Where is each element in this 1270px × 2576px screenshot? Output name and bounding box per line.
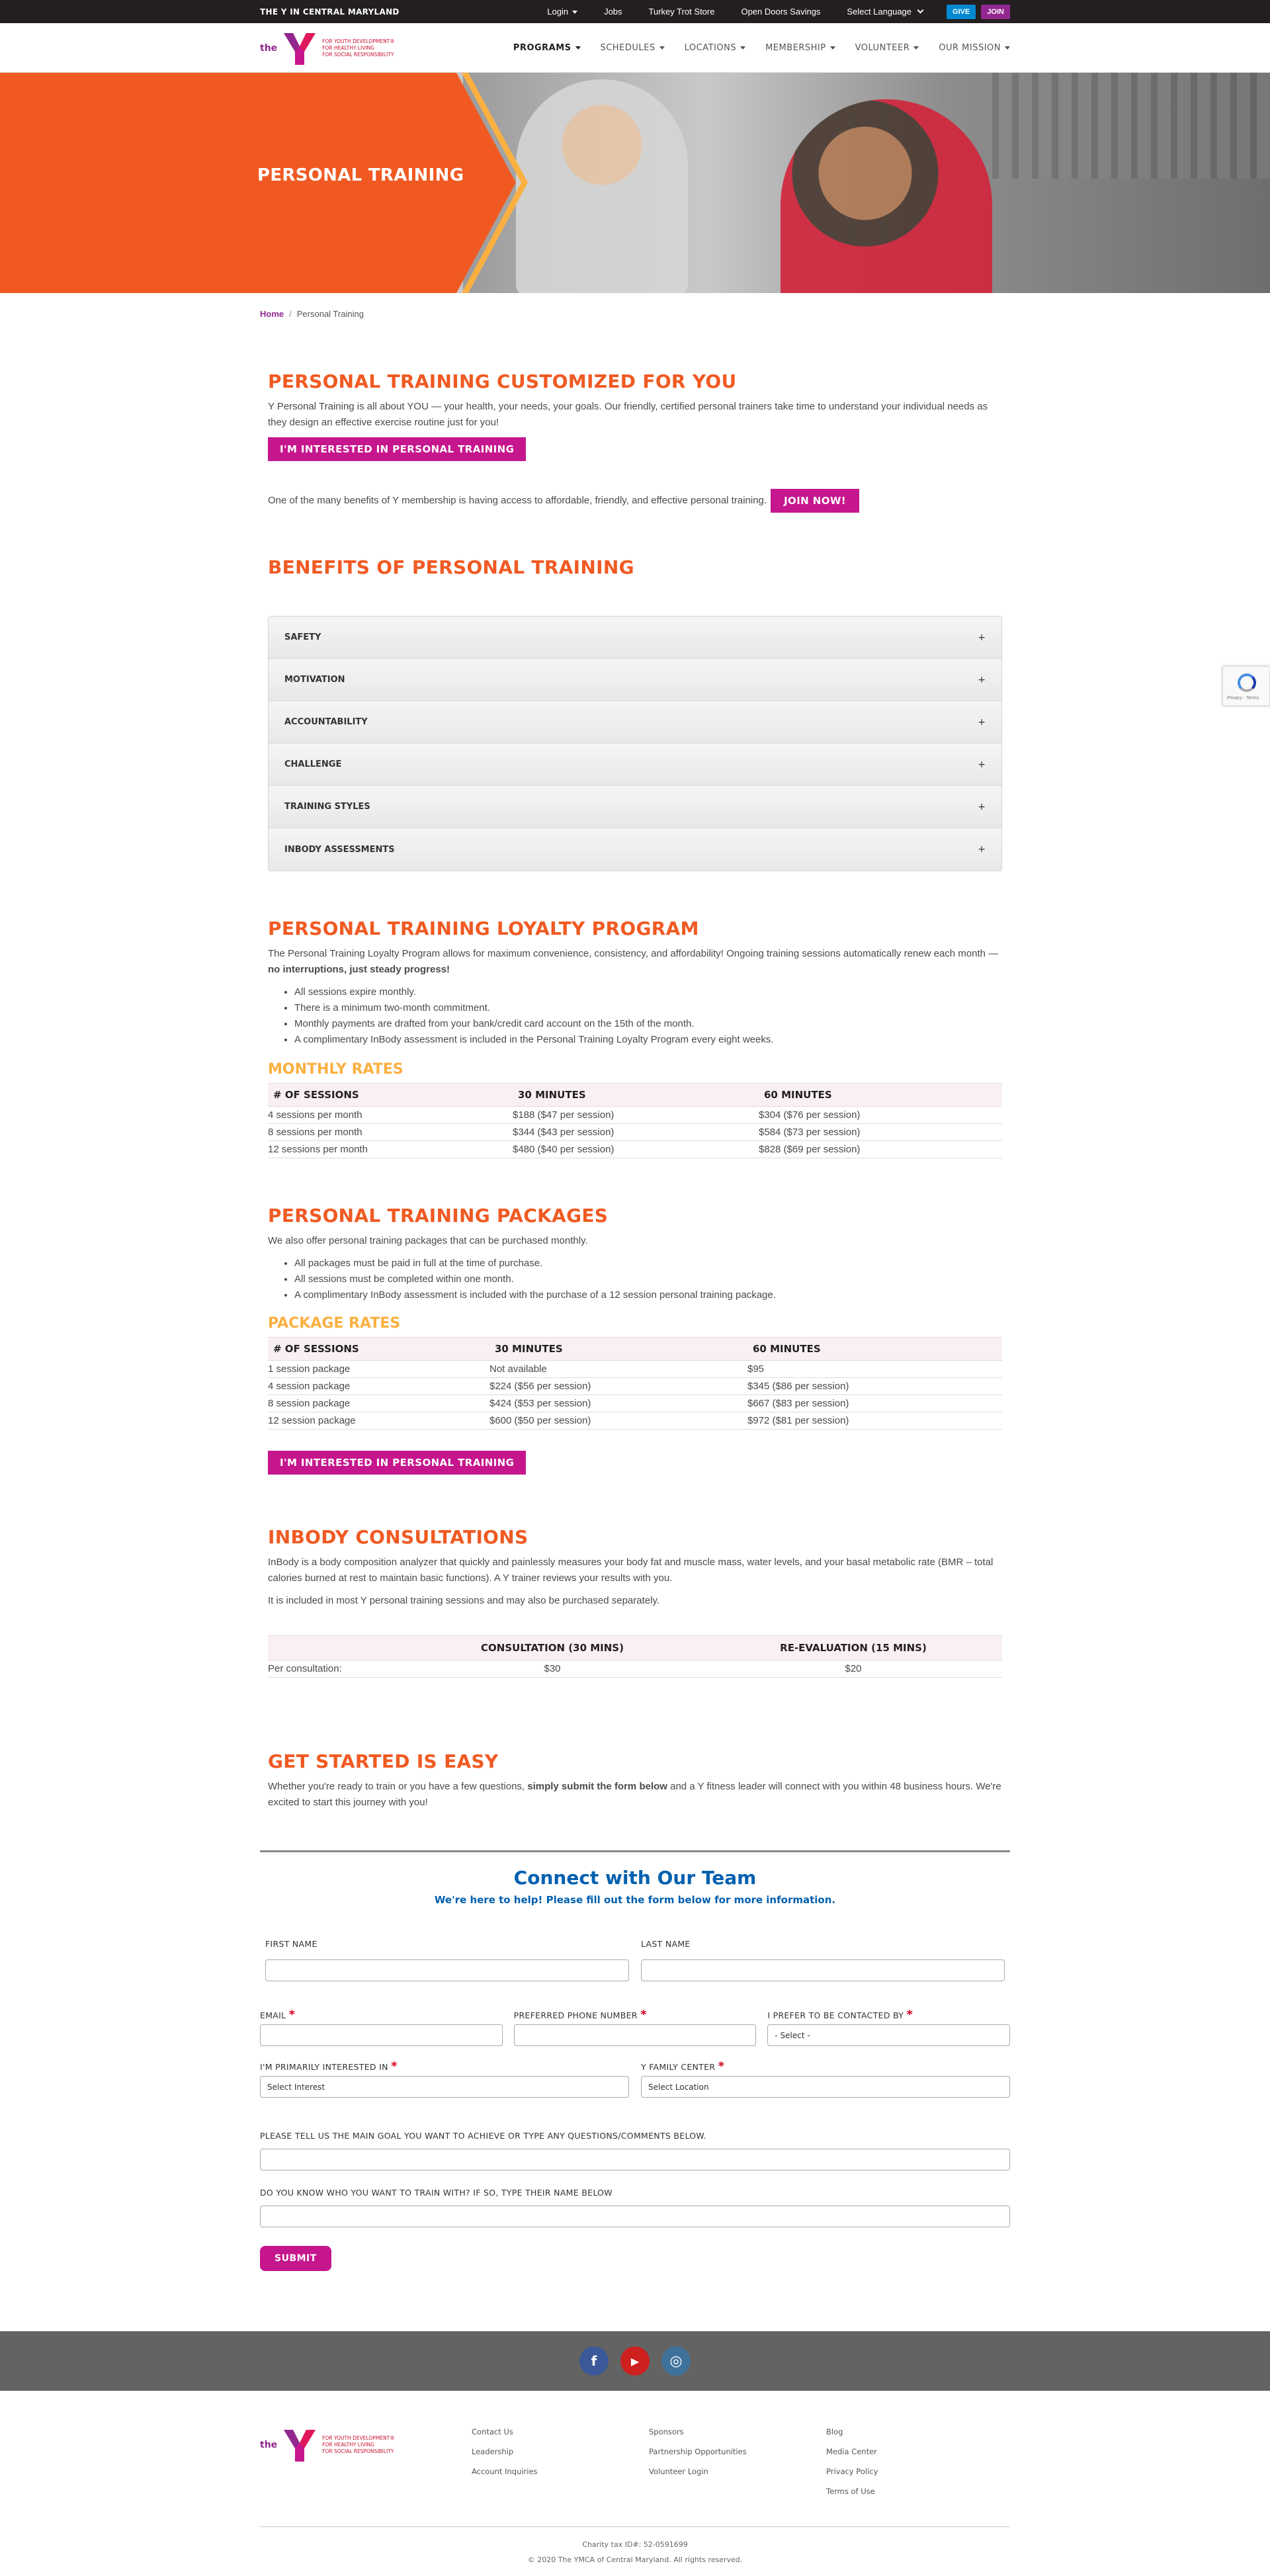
last-name-field[interactable] [641,1959,1005,1981]
breadcrumb: Home / Personal Training [260,309,364,319]
loyalty-text: The Personal Training Loyalty Program allows for maximum convenience, consistency, and affordability! Ongoing training sessions automatically renew each month — no interruptions, just steady progress! [268,948,999,975]
table-row: 4 sessions per month $188 ($47 per session) $304 ($76 per session) [268,1107,1002,1124]
accordion-motivation[interactable]: MOTIVATION + [269,659,1001,701]
org-name: THE Y IN CENTRAL MARYLAND [260,7,400,17]
goal-label: PLEASE TELL US THE MAIN GOAL YOU WANT TO ACHIEVE OR TYPE ANY QUESTIONS/COMMENTS BELOW. [260,2131,706,2141]
inbody-text-2: It is included in most Y personal training sessions and may also be purchased separately. [268,1595,660,1606]
package-rates-table [268,1337,1002,1430]
utility-links [547,5,1010,19]
inbody-table [268,1635,1002,1678]
contact-by-select[interactable]: - Select - [767,2024,1010,2046]
intro-title: PERSONAL TRAINING CUSTOMIZED FOR YOU [268,370,737,392]
table-row: 1 session package Not available $95 [268,1361,1002,1378]
packages-title: PERSONAL TRAINING PACKAGES [268,1205,609,1226]
package-rates-title: PACKAGE RATES [268,1315,401,1332]
footer-col-2 [649,2427,826,2487]
interested-button[interactable]: I'M INTERESTED IN PERSONAL TRAINING [268,437,526,461]
benefits-accordion [268,616,1002,871]
column-header: CONSULTATION (30 MINS) [400,1636,704,1660]
y-logo-icon [282,2427,317,2463]
accordion-safety[interactable]: SAFETY + [269,617,1001,659]
footer [0,2391,1270,2564]
table-row: Per consultation: $30 $20 [268,1660,1002,1678]
hero-photo [463,73,1270,293]
footer-link[interactable]: Leadership [472,2447,514,2456]
breadcrumb-current: Personal Training [296,309,364,319]
loyalty-bullets [294,984,1002,1048]
caret-down-icon [1005,46,1010,50]
footer-link[interactable]: Privacy Policy [826,2467,878,2476]
family-center-label: Y FAMILY CENTER * [641,2059,725,2073]
plus-icon: + [978,632,986,643]
contact-form-section [260,1850,1010,2271]
packages-text: We also offer personal training packages that can be purchased monthly. [268,1235,588,1246]
footer-col-3 [826,2427,958,2507]
table-row: 8 sessions per month $344 ($43 per session) $584 ($73 per session) [268,1124,1002,1141]
footer-link[interactable]: Terms of Use [826,2487,875,2496]
interested-button-2[interactable]: I'M INTERESTED IN PERSONAL TRAINING [268,1451,526,1475]
caret-down-icon [575,46,581,50]
intro-text: Y Personal Training is all about YOU — your health, your needs, your goals. Our friendly, certified personal trainers take time to understand your individual needs as they design an effective exercise routine just for you! [268,401,988,428]
join-button[interactable]: JOIN [981,5,1010,19]
tax-id: Charity tax ID#: 52-0591699 [582,2540,688,2549]
footer-col-1 [472,2427,649,2487]
facebook-icon[interactable]: f [579,2346,609,2376]
phone-field[interactable] [514,2024,757,2046]
loyalty-title: PERSONAL TRAINING LOYALTY PROGRAM [268,918,699,939]
chevron-down-icon [917,7,924,14]
instagram-icon[interactable]: ◎ [661,2346,691,2376]
footer-link[interactable]: Account Inquiries [472,2467,538,2476]
ymca-logo[interactable] [260,30,395,66]
nav-membership[interactable]: MEMBERSHIP [765,43,835,53]
get-started-section [268,1678,1002,1811]
email-label: EMAIL * [260,2008,296,2022]
logo-the: the [260,42,278,54]
column-header: RE-EVALUATION (15 MINS) [704,1636,1002,1660]
jobs-link[interactable]: Jobs [604,7,622,17]
column-header: # OF SESSIONS [268,1338,489,1361]
goal-field[interactable] [260,2149,1010,2170]
column-header [268,1636,400,1660]
contact-form [260,1850,1010,2271]
footer-link[interactable]: Contact Us [472,2427,513,2436]
column-header: 60 MINUTES [759,1084,1002,1107]
main-nav [493,43,1010,53]
benefits-title: BENEFITS OF PERSONAL TRAINING [268,556,634,578]
list-item: • Monthly payments are drafted from your bank/credit card account on the 15th of the month. [294,1016,1002,1032]
nav-our-mission[interactable]: OUR MISSION [939,43,1010,53]
intro-section [268,341,1002,513]
packages-section [268,1158,1002,1475]
recaptcha-badge[interactable]: Privacy - Terms [1222,666,1270,706]
plus-icon: + [978,759,986,770]
phone-label: PREFERRED PHONE NUMBER * [513,2008,647,2022]
footer-link[interactable]: Media Center [826,2447,877,2456]
column-header: # OF SESSIONS [268,1084,513,1107]
list-item: • All sessions expire monthly. [294,984,1002,1000]
turkey-trot-link[interactable]: Turkey Trot Store [648,7,715,17]
plus-icon: + [978,674,986,685]
footer-link[interactable]: Sponsors [649,2427,684,2436]
inbody-text-1: InBody is a body composition analyzer that quickly and painlessly measures your body fat and muscle mass, water levels, and your basal metabolic rate (BMR – total calories burned at rest to maintain basic functions). A Y trainer reviews your results with you. [268,1557,994,1584]
monthly-rates-table [268,1083,1002,1158]
caret-down-icon [572,11,577,14]
language-select[interactable]: Select Language [847,7,923,17]
utility-bar [0,0,1270,23]
open-doors-link[interactable]: Open Doors Savings [741,7,821,17]
caret-down-icon [659,46,665,50]
email-field[interactable] [260,2024,503,2046]
social-bar [0,2331,1270,2391]
main-content [268,341,1002,1811]
last-name-label: LAST NAME [641,1939,691,1949]
get-started-title: GET STARTED IS EASY [268,1750,499,1772]
column-header: 30 MINUTES [513,1084,759,1107]
plus-icon: + [978,844,986,855]
recaptcha-icon [1238,673,1256,692]
login-link[interactable]: Login [547,7,577,17]
benefit-text: One of the many benefits of Y membership is having access to affordable, friendly, and effective personal training. [268,495,767,506]
get-started-text: Whether you're ready to train or you have a few questions, simply submit the form below and a Y fitness leader will connect with you within 48 business hours. We're excited to start this journey with you! [268,1781,1001,1808]
form-lead: We're here to help! Please fill out the form below for more information. [434,1894,836,1906]
inbody-section [268,1475,1002,1678]
family-center-select[interactable]: Select Location [641,2076,1010,2098]
interest-label: I'M PRIMARILY INTERESTED IN * [260,2059,398,2073]
y-logo-icon [282,30,317,66]
monthly-rates-title: MONTHLY RATES [268,1061,403,1078]
list-item: • A complimentary InBody assessment is included with the purchase of a 12 session personal training package. [294,1287,1002,1303]
column-header: 60 MINUTES [747,1338,1002,1361]
page-title: PERSONAL TRAINING [257,165,464,185]
nav-locations[interactable]: LOCATIONS [685,43,745,53]
caret-down-icon [830,46,835,50]
nav-schedules[interactable]: SCHEDULES [601,43,665,53]
footer-logo[interactable]: the FOR YOUTH DEVELOPMENT® FOR HEALTHY LIVING FOR SOCIAL RESPONSIBILITY [260,2427,472,2463]
interest-select[interactable]: Select Interest [260,2076,629,2098]
trainer-field[interactable] [260,2206,1010,2227]
accordion-training-styles[interactable]: TRAINING STYLES + [269,786,1001,828]
form-title: Connect with Our Team [513,1867,757,1889]
join-now-button[interactable]: JOIN NOW! [771,489,859,513]
plus-icon: + [978,716,986,728]
trainer-label: DO YOU KNOW WHO YOU WANT TO TRAIN WITH? IF SO, TYPE THEIR NAME BELOW [260,2188,613,2198]
loyalty-section [268,871,1002,1158]
caret-down-icon [740,46,745,50]
first-name-label: FIRST NAME [265,1939,318,1949]
list-item: • A complimentary InBody assessment is included in the Personal Training Loyalty Program every eight weeks. [294,1032,1002,1048]
youtube-icon[interactable]: ▶ [620,2346,650,2376]
table-row: 12 sessions per month $480 ($40 per session) $828 ($69 per session) [268,1141,1002,1158]
list-item: • There is a minimum two-month commitment. [294,1000,1002,1016]
nav-programs[interactable]: PROGRAMS [513,43,581,53]
contact-by-label: I PREFER TO BE CONTACTED BY * [767,2008,913,2022]
nav-volunteer[interactable]: VOLUNTEER [855,43,919,53]
logo-tagline: FOR YOUTH DEVELOPMENT® FOR HEALTHY LIVING FOR SOCIAL RESPONSIBILITY [322,38,395,58]
table-row: 12 session package $600 ($50 per session) $972 ($81 per session) [268,1412,1002,1430]
table-row: 8 session package $424 ($53 per session) $667 ($83 per session) [268,1395,1002,1412]
list-item: • All sessions must be completed within one month. [294,1271,1002,1287]
footer-link[interactable]: Partnership Opportunities [649,2447,747,2456]
accordion-inbody-assessments[interactable]: INBODY ASSESSMENTS + [269,828,1001,871]
benefits-section [268,513,1002,871]
footer-link[interactable]: Blog [826,2427,843,2436]
list-item: • All packages must be paid in full at the time of purchase. [294,1256,1002,1271]
accordion-accountability[interactable]: ACCOUNTABILITY + [269,701,1001,744]
first-name-field[interactable] [265,1959,629,1981]
breadcrumb-home[interactable]: Home [260,309,284,319]
table-row: 4 session package $224 ($56 per session) $345 ($86 per session) [268,1378,1002,1395]
plus-icon: + [978,801,986,812]
copyright: © 2020 The YMCA of Central Maryland. All rights reserved. [527,2555,743,2564]
hero-banner [0,73,1270,293]
accordion-challenge[interactable]: CHALLENGE + [269,744,1001,786]
submit-button[interactable]: SUBMIT [260,2246,331,2271]
inbody-title: INBODY CONSULTATIONS [268,1526,529,1548]
caret-down-icon [913,46,919,50]
column-header: 30 MINUTES [489,1338,747,1361]
packages-bullets [294,1256,1002,1303]
give-button[interactable]: GIVE [947,5,976,19]
site-header [0,23,1270,73]
footer-link[interactable]: Volunteer Login [649,2467,708,2476]
